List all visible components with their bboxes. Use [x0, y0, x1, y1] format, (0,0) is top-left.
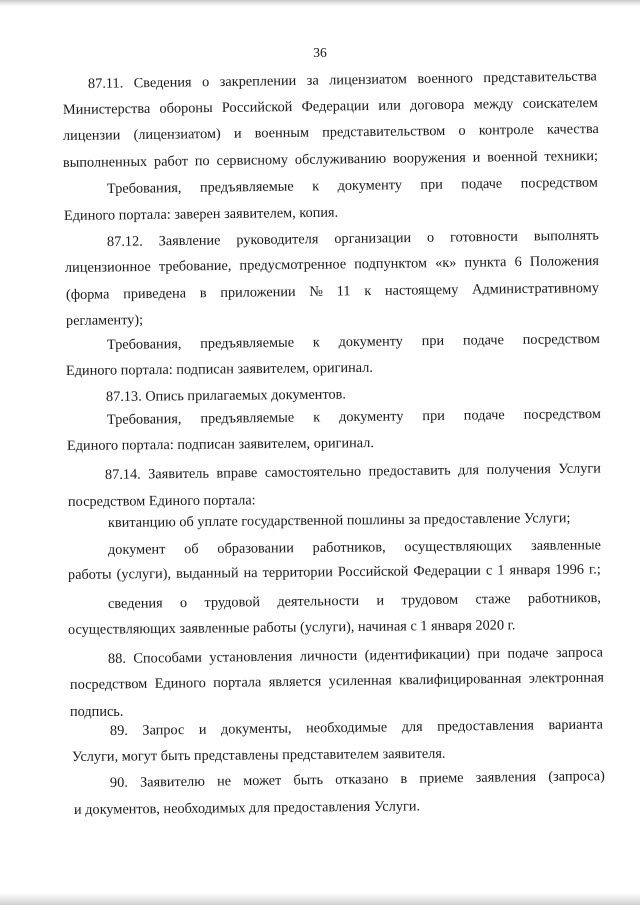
word: квалифицированная — [398, 670, 522, 689]
word: посредством — [520, 174, 599, 192]
word: быть — [293, 772, 324, 789]
word: к — [364, 283, 372, 300]
word: работников, — [312, 539, 386, 557]
word: 89. — [109, 722, 128, 739]
word: предоставления — [437, 717, 535, 735]
text-line: Единого портала: подписан заявителем, оригинал. — [65, 359, 374, 379]
text-line — [65, 252, 599, 277]
word: Российской — [221, 98, 293, 116]
word: № — [309, 283, 324, 300]
word: образовании — [217, 540, 294, 557]
word: необходимые — [305, 719, 388, 737]
word: 87.12. — [106, 233, 143, 250]
word: портала — [213, 674, 262, 691]
word: запроса — [555, 644, 604, 662]
word: готовности — [449, 228, 518, 246]
word: Способами — [133, 649, 202, 667]
word: при — [477, 645, 501, 663]
word: деятельности — [277, 592, 360, 610]
word: лицензии — [62, 127, 121, 144]
word: документ — [107, 541, 166, 558]
text-line — [110, 767, 605, 792]
word: предоставить — [368, 462, 451, 480]
word: подаче — [462, 332, 504, 349]
word: работ — [153, 153, 189, 170]
word: выполненных — [62, 153, 148, 171]
word: «к» — [435, 254, 457, 272]
word: 11 — [336, 283, 351, 300]
word: обороны — [159, 100, 213, 117]
word: Заявителю — [139, 773, 206, 791]
word: и — [198, 721, 207, 738]
word: варианта — [548, 716, 603, 734]
word: документу — [338, 408, 404, 426]
word: выполнять — [533, 227, 600, 245]
word: работы — [67, 566, 112, 583]
word: осуществляющих — [404, 538, 513, 556]
word: Заявитель — [148, 465, 210, 483]
word: посредством — [69, 675, 148, 693]
word: 87.11. — [87, 75, 124, 92]
word: усиленная — [328, 672, 392, 690]
word: установления — [209, 648, 293, 666]
word: (форма — [65, 286, 110, 303]
word: стаже — [475, 591, 511, 608]
word: представительства — [483, 68, 597, 87]
text-line — [110, 716, 603, 740]
text-line: 87.13. Опись прилагаемых документов. — [105, 386, 347, 405]
word: договора — [409, 96, 465, 114]
page-number: 36 — [313, 45, 327, 60]
word: качества — [546, 120, 599, 138]
word: с — [485, 562, 493, 579]
text-line — [63, 94, 598, 119]
word: о — [458, 122, 466, 139]
text-line — [108, 644, 603, 668]
word: Сведения — [133, 74, 192, 92]
word: представительством — [322, 122, 446, 141]
text-line: Единого портала: заверен заявителем, копия. — [63, 204, 339, 224]
word: 87.14. — [104, 466, 141, 483]
word: при — [420, 176, 443, 193]
word: обслуживанию — [294, 150, 387, 168]
word: г.; — [588, 561, 601, 578]
word: в — [400, 770, 408, 787]
text-line: Услуги, могут быть представлены представителем заявителя. — [71, 745, 446, 765]
word: Единого — [154, 675, 206, 692]
word: и — [376, 592, 385, 609]
word: по — [194, 153, 210, 170]
word: 6 — [514, 254, 522, 271]
word: (запроса) — [548, 768, 605, 785]
word: заявления — [475, 769, 537, 786]
word: (услуги), — [116, 565, 172, 583]
word: о — [179, 595, 188, 612]
word: посредством — [522, 330, 600, 348]
word: вправе — [216, 465, 258, 482]
text-line — [108, 536, 601, 559]
word: об — [184, 541, 199, 558]
word: не — [216, 773, 232, 790]
word: Федерации — [413, 562, 481, 580]
word: 90. — [109, 774, 128, 791]
text-line — [107, 174, 598, 198]
word: о — [426, 229, 435, 246]
word: посредством — [523, 405, 602, 423]
word: подаче — [461, 175, 503, 193]
word: приведена — [123, 285, 187, 303]
word: Административному — [471, 280, 600, 298]
word: лицензионное — [64, 258, 151, 276]
text-line — [107, 227, 599, 251]
text-line — [105, 460, 601, 484]
word: Заявление — [158, 232, 221, 250]
word: приеме — [419, 770, 464, 787]
text-line: и документов, необходимых для предоставления Услуги. — [73, 798, 421, 818]
text-line: регламенту); — [65, 312, 144, 329]
word: и — [472, 149, 481, 166]
word: при — [421, 332, 445, 350]
word: трудовом — [401, 591, 459, 609]
word: подаче — [507, 645, 549, 662]
word: Запрос — [142, 722, 185, 739]
word: выданный — [175, 565, 239, 582]
word: 88. — [107, 650, 126, 667]
text-line — [108, 589, 601, 613]
text-line — [66, 279, 599, 304]
text-line — [88, 67, 597, 93]
word: работников, — [527, 589, 601, 607]
text-line: подпись. — [70, 704, 124, 720]
text-line: квитанцию об уплате государственной пошлины за предоставление Услуги; — [107, 510, 571, 531]
word: предъявляемые — [200, 334, 295, 352]
word: (идентификации) — [364, 646, 471, 664]
word: предусмотренное — [239, 256, 347, 274]
word: Федерации — [301, 97, 370, 115]
word: контроле — [478, 121, 534, 139]
word: военным — [254, 124, 310, 142]
word: сервисному — [216, 152, 289, 169]
word: за — [306, 72, 319, 89]
word: подпунктом — [354, 255, 428, 273]
word: предъявляемые — [199, 178, 294, 196]
word: подаче — [463, 407, 505, 424]
word: приложении — [220, 283, 296, 301]
word: требование, — [158, 257, 232, 275]
word: при — [422, 407, 445, 425]
text-line — [107, 330, 600, 354]
word: руководителя — [236, 231, 319, 249]
word: самостоятельно — [264, 463, 362, 481]
word: военного — [417, 70, 473, 88]
text-line — [68, 560, 601, 584]
word: заявленные — [530, 537, 601, 554]
word: (лицензиатом) — [133, 125, 221, 144]
word: техники; — [544, 147, 599, 165]
word: к — [312, 334, 320, 351]
text-line — [63, 120, 599, 145]
text-line — [70, 669, 604, 694]
word: января — [509, 561, 551, 579]
word: соискателем — [522, 94, 599, 112]
word: Требования, — [106, 336, 182, 353]
word: сведения — [107, 595, 163, 612]
scan-edge-bottom — [0, 893, 640, 905]
word: 1 — [497, 562, 505, 579]
word: является — [268, 673, 322, 691]
word: получения — [486, 461, 551, 479]
word: к — [312, 178, 320, 195]
word: личности — [299, 647, 358, 665]
word: на — [243, 565, 258, 582]
word: пункта — [464, 254, 507, 271]
word: Услуги — [558, 460, 601, 478]
word: в — [199, 285, 207, 302]
word: отказано — [335, 771, 389, 788]
word: может — [243, 772, 282, 790]
word: предъявляемые — [200, 409, 295, 427]
word: для — [401, 718, 423, 736]
text-line — [63, 147, 598, 172]
word: закреплении — [219, 72, 297, 91]
word: электронная — [528, 669, 605, 687]
text-line: Единого портала: подписан заявителем, оригинал. — [66, 435, 375, 454]
word: к — [313, 409, 321, 426]
text-line — [107, 405, 601, 429]
word: территории — [262, 564, 333, 581]
word: для — [457, 462, 480, 479]
word: вооружения — [392, 149, 466, 167]
word: документу — [337, 177, 403, 194]
word: трудовой — [204, 594, 261, 611]
word: документу — [338, 333, 404, 351]
word: Министерства — [62, 100, 151, 118]
word: и — [233, 125, 242, 142]
word: лицензиатом — [329, 71, 408, 89]
word: Требования, — [106, 411, 182, 428]
word: Требования, — [106, 180, 182, 197]
word: настоящему — [384, 281, 459, 299]
word: Российской — [337, 563, 409, 581]
scan-edge-top — [0, 0, 640, 6]
word: 1996 — [555, 561, 585, 578]
word: Положения — [529, 253, 600, 270]
word: о — [201, 74, 210, 91]
text-line: посредством Единого портала: — [67, 492, 256, 510]
word: документы, — [220, 720, 292, 738]
word: или — [378, 97, 401, 114]
word: между — [473, 96, 514, 113]
word: организации — [334, 230, 412, 248]
word: военной — [487, 148, 538, 166]
text-line: осуществляющих заявленные работы (услуги), начиная с 1 января 2020 г. — [67, 617, 516, 638]
